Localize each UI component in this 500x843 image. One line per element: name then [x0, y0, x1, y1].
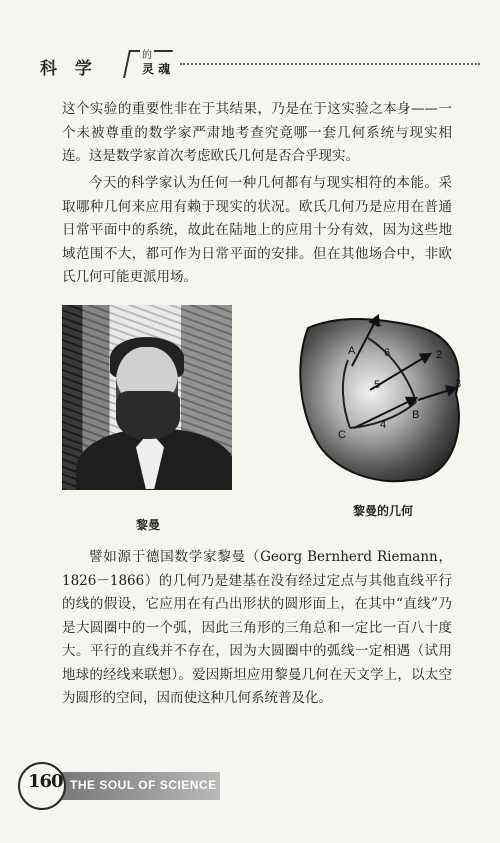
label-4: 4	[380, 419, 387, 431]
label-2: 2	[436, 349, 443, 361]
footer-band-text: THE SOUL OF SCIENCE	[70, 778, 217, 792]
label-5: 5	[374, 379, 381, 391]
label-B: B	[412, 409, 420, 421]
diagram-caption: 黎曼的几何	[352, 504, 413, 518]
paragraph-2: 今天的科学家认为任何一种几何都有与现实相符的本能。采取哪种几何来应用有赖于现实的状况。欧氏几何乃是应用在普通日常平面中的系统，故此在陆地上的应用十分有效，因为这些地域范围不大，都可作为日常平面的安排。但在其他场合中，非欧氏几何可能更派用场。	[62, 175, 452, 285]
label-3: 3	[455, 378, 462, 390]
portrait-caption: 黎曼	[135, 518, 160, 532]
portrait-beard	[116, 391, 180, 439]
label-A: A	[348, 345, 356, 357]
paragraph-3: 譬如源于德国数学家黎曼（Georg Bernherd Riemann，1826－1866）的几何乃是建基在没有经过定点与其他直线平行的线的假设，它应用在有凸出形状的圆形面上，在其中“直线”乃是大圆圈中的一个弧，因此三角形的三角总和一定比一百八十度大。平行的直线并不存在，因为大圆圈中的弧线一定相遇（试用地球的经线来联想）。爱因斯坦应用黎曼几何在天文学上，以太空为圆形的空间，因而使这种几何系统普及化。	[62, 549, 452, 706]
riemann-portrait	[62, 305, 232, 490]
page-header	[30, 44, 480, 84]
series-soul-text: 灵 魂	[142, 62, 171, 76]
series-title: 科 学	[40, 59, 98, 79]
page-footer	[18, 758, 478, 810]
paragraph-1: 这个实验的重要性非在于其结果，乃是在于这实验之本身——一个未被尊重的数学家严肃地考查究竟哪一套几何系统与现实相连。这是数学家首次考虑欧氏几何是否合乎现实。	[62, 101, 452, 164]
label-C: C	[338, 429, 346, 441]
curved-surface	[300, 319, 462, 481]
label-6: 6	[384, 347, 391, 359]
series-small-text: 的	[140, 46, 154, 61]
label-1: 1	[376, 317, 383, 329]
page-number: 160	[28, 771, 63, 792]
riemann-geometry-diagram	[290, 310, 470, 490]
geometry-svg	[290, 310, 470, 490]
header-dotted-line	[180, 63, 480, 65]
